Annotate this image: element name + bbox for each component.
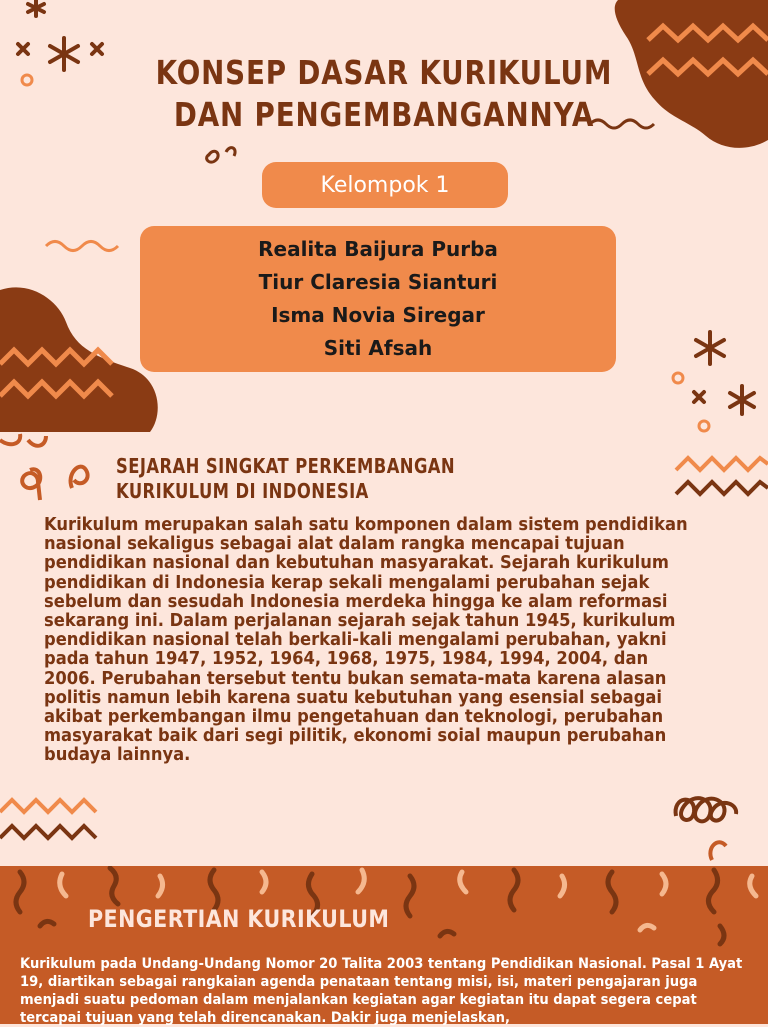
members-box	[140, 226, 616, 372]
page-title	[61, 52, 706, 136]
wave-left-middle	[46, 242, 118, 251]
member-name: Isma Novia Siregar	[271, 303, 485, 327]
zigzag-left-1	[0, 350, 112, 364]
squiggle-under-title	[207, 148, 235, 163]
section-definition-heading: PENGERTIAN KURIKULUM	[88, 905, 390, 933]
section-history-heading: SEJARAH SINGKAT PERKEMBANGAN KURIKULUM DI INDONESIA	[116, 454, 456, 503]
swirl-left-1	[0, 434, 46, 446]
section-definition-body: Kurikulum pada Undang-Undang Nomor 20 Talita 2003 tentang Pendidikan Nasional. Pasal 1 Ayat 19, diartikan sebagai rangkaian agenda penataan tentang misi, isi, materi pengajaran juga menjadi suatu pedoman dalam menjalankan kegiatan agar kegiatan itu dapat segera cepat tercapai tujuan yang telah direncanakan. Dakir juga menjelaskan,	[20, 956, 743, 1026]
zigzag-bottom-left-1	[0, 800, 96, 812]
group-label: Kelompok 1	[262, 162, 508, 208]
star-right-middle	[696, 332, 724, 364]
member-name: Tiur Claresia Sianturi	[258, 270, 498, 294]
title-line-2: DAN PENGEMBANGANNYA	[173, 95, 595, 134]
zigzag-right-2	[676, 482, 768, 494]
zigzag-left-2	[0, 382, 112, 396]
swirl-bottom-right	[710, 842, 726, 860]
cross-right-middle	[694, 392, 704, 402]
member-name: Realita Baijura Purba	[258, 237, 498, 261]
left-middle-blob	[0, 287, 158, 432]
star-right-middle-2	[730, 386, 754, 414]
section-history-body: Kurikulum merupakan salah satu komponen dalam sistem pendidikan nasional sekaligus sebagai alat dalam rangka mencapai tujuan pendidikan nasional dan kebutuhan masyarakat. Sejarah kurikulum pendidikan di Indonesia kerap sekali mengalami perubahan sejak sebelum dan sesudah Indonesia merdeka hingga ke alam reformasi sekarang ini. Dalam perjalanan sejarah sejak tahun 1945, kurikulum pendidikan nasional telah berkali-kali mengalami perubahan, yakni pada tahun 1947, 1952, 1964, 1968, 1975, 1984, 1994, 2004, dan 2006. Perubahan tersebut tentu bukan semata-mata karena alasan politis namun lebih karena suatu kebutuhan yang esensial sebagai akibat perkembangan ilmu pengetahuan dan teknologi, perubahan masyarakat baik dari segi pilitik, ekonomi soial maupun perubahan budaya lainnya.	[44, 515, 688, 766]
cross-top-left	[18, 44, 28, 54]
swirl-left-3	[71, 467, 88, 488]
zigzag-bottom-left-2	[0, 826, 96, 838]
dot-right-middle	[673, 373, 683, 383]
star-top-left	[28, 0, 44, 16]
title-line-1: KONSEP DASAR KURIKULUM	[155, 53, 613, 92]
coil-bottom-right	[676, 798, 737, 821]
dot-top-left	[22, 75, 32, 85]
zigzag-top-right-1	[648, 26, 768, 40]
zigzag-right-1	[676, 458, 768, 470]
member-name: Siti Afsah	[323, 336, 433, 360]
swirl-left-2	[22, 469, 40, 500]
dot-right-middle-2	[699, 421, 709, 431]
